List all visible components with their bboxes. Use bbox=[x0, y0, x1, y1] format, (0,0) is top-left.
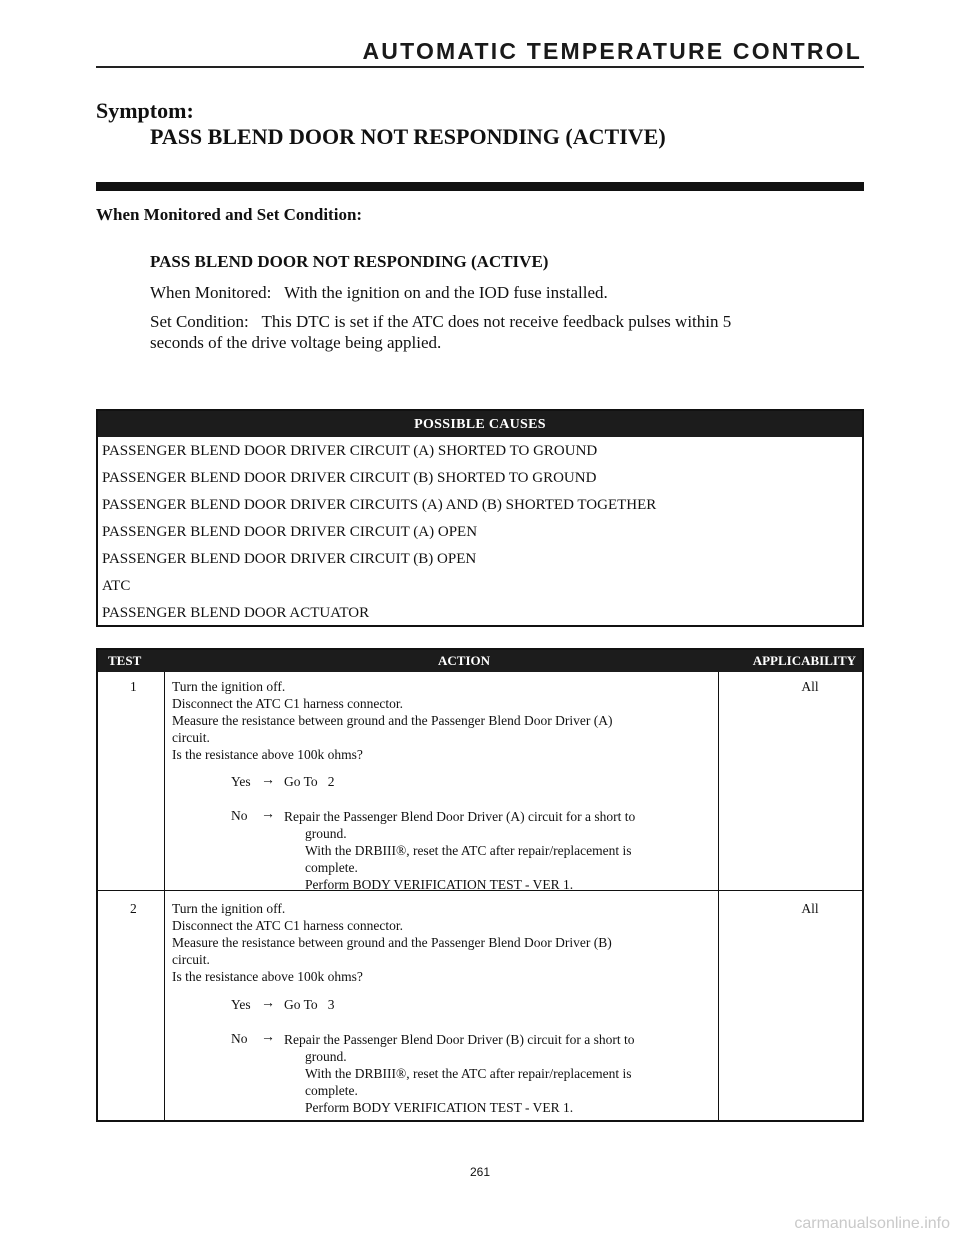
no-action: With the DRBIII®, reset the ATC after repair/replacement is bbox=[305, 1066, 632, 1081]
test-step: circuit. bbox=[172, 952, 210, 967]
symptom-title: PASS BLEND DOOR NOT RESPONDING (ACTIVE) bbox=[150, 124, 666, 149]
no-action: ground. bbox=[305, 826, 347, 841]
no-action: complete. bbox=[305, 1083, 358, 1098]
arrow-icon: → bbox=[261, 996, 275, 1011]
yes-label: Yes bbox=[231, 774, 251, 789]
yes-label: Yes bbox=[231, 997, 251, 1012]
applicability-column-header: APPLICABILITY bbox=[752, 653, 856, 668]
cause-item: PASSENGER BLEND DOOR ACTUATOR bbox=[102, 605, 370, 621]
condition-title: PASS BLEND DOOR NOT RESPONDING (ACTIVE) bbox=[150, 252, 549, 271]
test-step: Disconnect the ATC C1 harness connector. bbox=[172, 918, 403, 933]
set-condition-continuation: seconds of the drive voltage being applied. bbox=[150, 333, 442, 352]
test-applicability: All bbox=[801, 901, 819, 916]
no-label: No bbox=[231, 1031, 248, 1046]
set-condition-text: This DTC is set if the ATC does not receive feedback pulses within 5 bbox=[261, 312, 732, 331]
test-number: 2 bbox=[130, 901, 137, 916]
no-action: Perform BODY VERIFICATION TEST - VER 1. bbox=[305, 877, 574, 892]
column-divider bbox=[164, 672, 165, 1120]
set-condition-label: Set Condition: bbox=[150, 312, 249, 331]
cause-item: PASSENGER BLEND DOOR DRIVER CIRCUIT (B) SHORTED TO GROUND bbox=[102, 470, 597, 486]
header-rule bbox=[96, 66, 864, 68]
watermark[interactable]: carmanualsonline.info bbox=[794, 1215, 950, 1232]
page-number: 261 bbox=[469, 1165, 491, 1179]
no-action: ground. bbox=[305, 1049, 347, 1064]
test-step: Disconnect the ATC C1 harness connector. bbox=[172, 696, 403, 711]
action-column-header: ACTION bbox=[438, 653, 491, 668]
cause-item: PASSENGER BLEND DOOR DRIVER CIRCUITS (A) AND (B) SHORTED TOGETHER bbox=[102, 497, 657, 513]
possible-causes-table bbox=[96, 409, 864, 627]
arrow-icon: → bbox=[261, 1030, 275, 1045]
no-action: Repair the Passenger Blend Door Driver (B) circuit for a short to bbox=[284, 1032, 635, 1047]
cause-item: PASSENGER BLEND DOOR DRIVER CIRCUIT (A) SHORTED TO GROUND bbox=[102, 443, 598, 459]
test-table bbox=[96, 648, 864, 1122]
yes-action: Go To 3 bbox=[284, 997, 335, 1012]
when-monitored-text: With the ignition on and the IOD fuse installed. bbox=[284, 283, 608, 302]
monitor-heading: When Monitored and Set Condition: bbox=[96, 205, 363, 224]
test-applicability: All bbox=[801, 679, 819, 694]
when-monitored-line bbox=[150, 283, 608, 303]
test-table-header bbox=[98, 650, 862, 672]
test-column-header: TEST bbox=[108, 653, 142, 668]
test-step: Measure the resistance between ground and the Passenger Blend Door Driver (A) bbox=[172, 713, 613, 728]
test-step: Measure the resistance between ground and the Passenger Blend Door Driver (B) bbox=[172, 935, 612, 950]
cause-item: ATC bbox=[102, 578, 131, 594]
cause-item: PASSENGER BLEND DOOR DRIVER CIRCUIT (A) OPEN bbox=[102, 524, 478, 540]
cause-item: PASSENGER BLEND DOOR DRIVER CIRCUIT (B) OPEN bbox=[102, 551, 477, 567]
test-number: 1 bbox=[130, 679, 137, 694]
arrow-icon: → bbox=[261, 773, 275, 788]
test-question: Is the resistance above 100k ohms? bbox=[172, 747, 363, 762]
section-divider bbox=[96, 182, 864, 191]
no-action: complete. bbox=[305, 860, 358, 875]
no-action: Perform BODY VERIFICATION TEST - VER 1. bbox=[305, 1100, 574, 1115]
when-monitored-label: When Monitored: bbox=[150, 283, 272, 302]
column-divider bbox=[718, 672, 719, 1120]
possible-causes-heading: POSSIBLE CAUSES bbox=[98, 411, 862, 437]
no-action: With the DRBIII®, reset the ATC after repair/replacement is bbox=[305, 843, 632, 858]
no-action: Repair the Passenger Blend Door Driver (A) circuit for a short to bbox=[284, 809, 636, 824]
arrow-icon: → bbox=[261, 807, 275, 822]
test-question: Is the resistance above 100k ohms? bbox=[172, 969, 363, 984]
yes-action: Go To 2 bbox=[284, 774, 335, 789]
test-step: circuit. bbox=[172, 730, 210, 745]
no-label: No bbox=[231, 808, 248, 823]
test-step: Turn the ignition off. bbox=[172, 679, 286, 694]
test-step: Turn the ignition off. bbox=[172, 901, 286, 916]
section-title: AUTOMATIC TEMPERATURE CONTROL bbox=[362, 38, 862, 64]
symptom-label: Symptom: bbox=[96, 98, 194, 123]
set-condition-line bbox=[150, 312, 731, 332]
